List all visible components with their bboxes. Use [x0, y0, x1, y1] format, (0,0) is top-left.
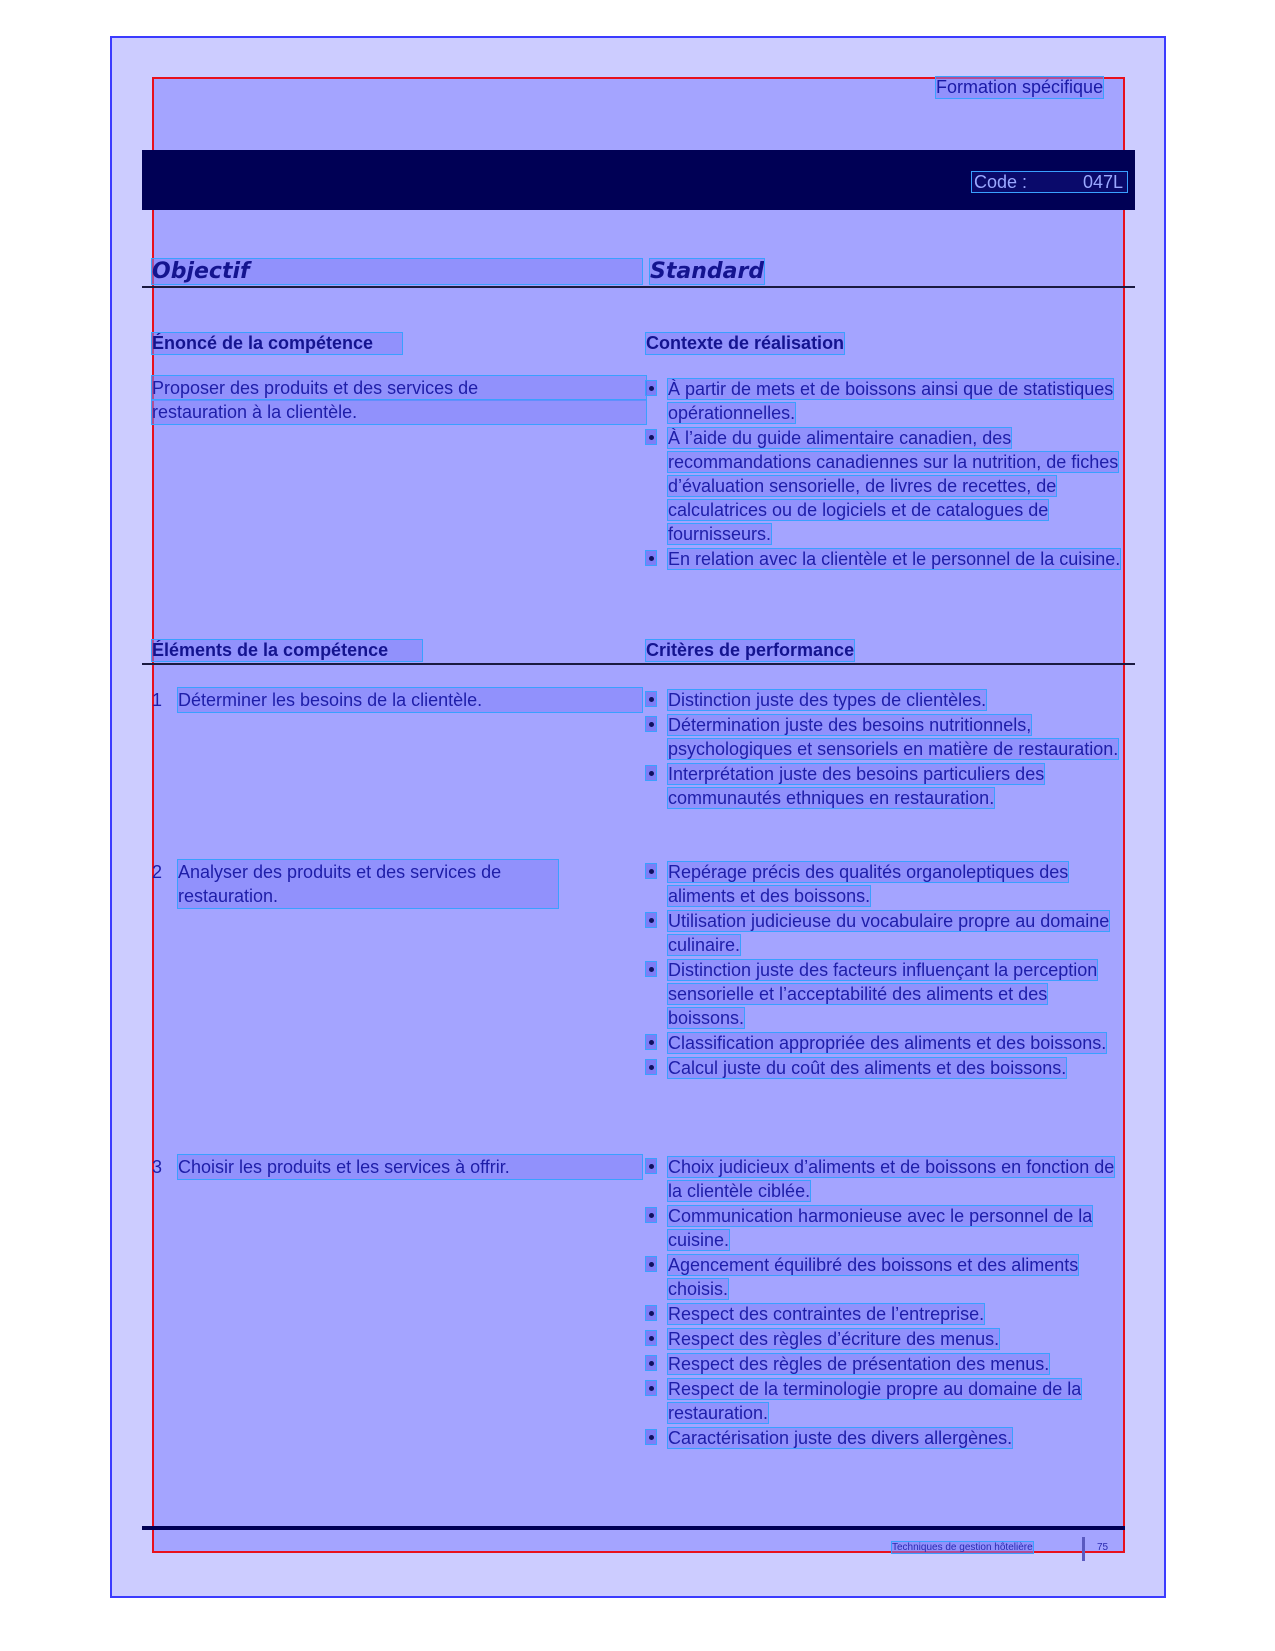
element-item-2 — [152, 860, 642, 908]
list-item: Respect de la terminologie propre au domaine de la restauration. — [646, 1377, 1126, 1425]
list-item: À l’aide du guide alimentaire canadien, des recommandations canadiennes sur la nutrition, de fiches d’évaluation sensorielle, de livres de recettes, de calculatrices ou de logiciels et de catalogues de fournisseurs. — [646, 426, 1126, 546]
context-heading: Contexte de réalisation — [646, 333, 845, 353]
element-item-3 — [152, 1155, 642, 1179]
list-item: Repérage précis des qualités organoleptiques des aliments et des boissons. — [646, 860, 1126, 908]
element-item-1 — [152, 688, 642, 712]
section-label: Formation spécifique — [936, 77, 1104, 97]
list-item: Détermination juste des besoins nutritionnels, psychologiques et sensoriels en matière de restauration. — [646, 713, 1126, 761]
code-box — [972, 172, 1127, 192]
criteria-list-1 — [646, 688, 1126, 811]
elements-heading: Éléments de la compétence — [152, 640, 422, 661]
element-text: Déterminer les besoins de la clientèle. — [178, 688, 642, 712]
list-item: Choix judicieux d’aliments et de boissons en fonction de la clientèle ciblée. — [646, 1155, 1126, 1203]
objectif-heading: Objectif — [152, 259, 642, 284]
elements-rule — [142, 663, 1135, 665]
list-item: Classification appropriée des aliments et des boissons. — [646, 1031, 1126, 1055]
standard-heading: Standard — [650, 259, 765, 284]
criteria-list-3 — [646, 1155, 1126, 1451]
list-item: Distinction juste des types de clientèles. — [646, 688, 1126, 712]
element-number: 2 — [152, 862, 163, 882]
list-item: Communication harmonieuse avec le personnel de la cuisine. — [646, 1204, 1126, 1252]
list-item: Respect des règles de présentation des menus. — [646, 1352, 1126, 1376]
competence-heading: Énoncé de la compétence — [152, 333, 402, 354]
list-item: Interprétation juste des besoins particuliers des communautés ethniques en restauration. — [646, 762, 1126, 810]
code-label: Code : — [974, 172, 1028, 192]
code-value: 047L — [1082, 172, 1123, 192]
element-number: 3 — [152, 1157, 163, 1177]
competence-text-line2: restauration à la clientèle. — [152, 400, 646, 424]
footer-program: Techniques de gestion hôtelière — [892, 1542, 1033, 1553]
element-text: Analyser des produits et des services de restauration. — [178, 860, 558, 908]
element-text: Choisir les produits et les services à offrir. — [178, 1155, 642, 1179]
list-item: En relation avec la clientèle et le personnel de la cuisine. — [646, 547, 1126, 571]
footer-rule — [142, 1526, 1125, 1530]
list-item: Distinction juste des facteurs influençant la perception sensorielle et l’acceptabilité des aliments et des boissons. — [646, 958, 1126, 1030]
list-item: Caractérisation juste des divers allergènes. — [646, 1426, 1126, 1450]
list-item: Calcul juste du coût des aliments et des boissons. — [646, 1056, 1126, 1080]
context-list — [646, 377, 1126, 572]
competence-text-line1: Proposer des produits et des services de — [152, 376, 646, 400]
page-number: 75 — [1097, 1542, 1109, 1553]
list-item: Respect des contraintes de l’entreprise. — [646, 1302, 1126, 1326]
criteria-heading: Critères de performance — [646, 640, 855, 660]
list-item: Agencement équilibré des boissons et des aliments choisis. — [646, 1253, 1126, 1301]
element-number: 1 — [152, 690, 163, 710]
criteria-list-2 — [646, 860, 1126, 1081]
footer-divider — [1082, 1537, 1085, 1561]
list-item: Respect des règles d’écriture des menus. — [646, 1327, 1126, 1351]
heading-rule — [142, 286, 1135, 288]
list-item: Utilisation judicieuse du vocabulaire propre au domaine culinaire. — [646, 909, 1126, 957]
list-item: À partir de mets et de boissons ainsi que de statistiques opérationnelles. — [646, 377, 1126, 425]
